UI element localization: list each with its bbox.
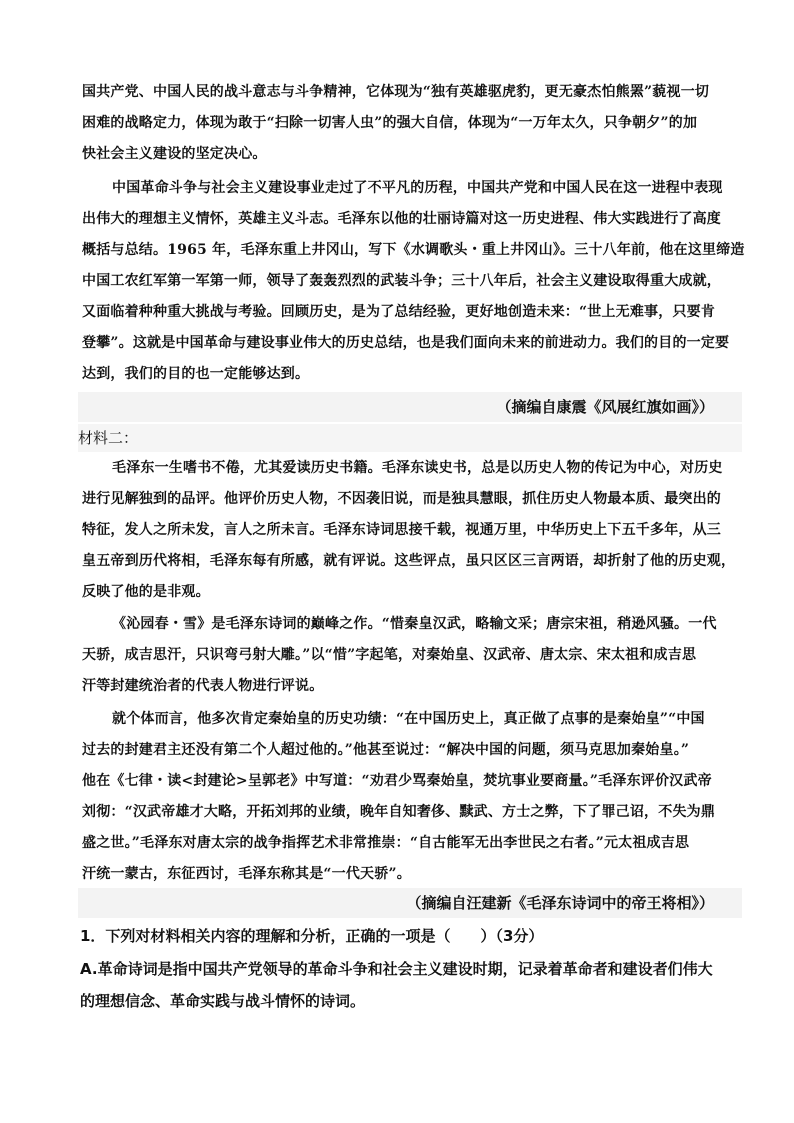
- material2-source: （摘编自汪建新《毛泽东诗词中的帝王将相》）: [406, 894, 714, 912]
- material2-line: 汗统一蒙古，东征西讨，毛泽东称其是“一代天骄”。: [82, 866, 411, 882]
- option-a-line2: 的理想信念、革命实践与战斗情怀的诗词。: [80, 992, 366, 1010]
- material1-line: 达到，我们的目的也一定能够达到。: [82, 366, 310, 382]
- material1-line: 中国革命斗争与社会主义建设事业走过了不平凡的历程，中国共产党和中国人民在这一进程中表现: [112, 180, 723, 196]
- material1-line: 出伟大的理想主义情怀，英雄主义斗志。毛泽东以他的壮丽诗篇对这一历史进程、伟大实践进行了高度: [82, 211, 721, 227]
- material1-line: 概括与总结。1965 年，毛泽东重上井冈山，写下《水调歌头・重上井冈山》。三十八年前，他在这里缔造: [82, 242, 745, 258]
- option-a-line1: A.革命诗词是指中国共产党领导的革命斗争和社会主义建设时期，记录着革命者和建设者们伟大: [80, 960, 713, 978]
- material2-line: 他在《七律・读<封建论>呈郭老》中写道：“劝君少骂秦始皇，焚坑事业要商量。”毛泽东评价汉武帝: [82, 773, 712, 789]
- material1-source: （摘编自康震《风展红旗如画》）: [496, 398, 714, 416]
- material2-line: 盛之世。”毛泽东对唐太宗的战争指挥艺术非常推崇：“自古能军无出李世民之右者。”元太祖成吉思: [82, 835, 690, 851]
- material1-line: 国共产党、中国人民的战斗意志与斗争精神，它体现为“独有英雄驱虎豹，更无豪杰怕熊罴”藐视一切: [82, 84, 710, 100]
- material2-line: 刘彻：“汉武帝雄才大略，开拓刘邦的业绩，晚年自知奢侈、黩武、方士之弊，下了罪己诏，不失为鼎: [82, 804, 716, 820]
- material1-line: 困难的战略定力，体现为敢于“扫除一切害人虫”的强大自信，体现为“一万年太久，只争朝夕”的加: [82, 115, 698, 131]
- label-band: [78, 424, 742, 452]
- material1-line: 登攀”。这就是中国革命与建设事业伟大的历史总结，也是我们面向未来的前进动力。我们的目的一定要: [82, 335, 730, 351]
- material2-line: 反映了他的是非观。: [82, 584, 210, 600]
- material2-line: 皇五帝到历代将相，毛泽东每有所感，就有评说。这些评点，虽只区区三言两语，却折射了他的历史观，: [82, 553, 736, 569]
- material2-line: 天骄，成吉思汗，只识弯弓射大雕。”以“惜”字起笔，对秦始皇、汉武帝、唐太宗、宋太祖和成吉思: [82, 647, 697, 663]
- material1-line: 快社会主义建设的坚定决心。: [82, 146, 267, 162]
- material2-line: 汗等封建统治者的代表人物进行评说。: [82, 678, 324, 694]
- material2-line: 特征，发人之所未发，言人之所未言。毛泽东诗词思接千载，视通万里，中华历史上下五千多年，从三: [82, 522, 721, 538]
- material2-line: 《沁园春・雪》是毛泽东诗词的巅峰之作。“惜秦皇汉武，略输文采；唐宗宋祖，稍逊风骚。一代: [112, 616, 717, 632]
- material2-label: 材料二：: [78, 429, 139, 447]
- material2-line: 过去的封建君主还没有第二个人超过他的。”他甚至说过：“解决中国的问题，须马克思加秦始皇。”: [82, 742, 690, 758]
- material2-line: 毛泽东一生嗜书不倦，尤其爱读历史书籍。毛泽东读史书，总是以历史人物的传记为中心，对历史: [112, 460, 723, 476]
- material1-line: 中国工农红军第一军第一师，领导了轰轰烈烈的武装斗争；三十八年后，社会主义建设取得重大成就，: [82, 273, 721, 289]
- material2-line: 进行见解独到的品评。他评价历史人物，不因袭旧说，而是独具慧眼，抓住历史人物最本质、最突出的: [82, 491, 721, 507]
- question-stem: 1．下列对材料相关内容的理解和分析，正确的一项是（ ）（3分）: [80, 927, 544, 945]
- material2-line: 就个体而言，他多次肯定秦始皇的历史功绩：“在中国历史上，真正做了点事的是秦始皇”“中国: [112, 711, 705, 727]
- material1-line: 又面临着种种重大挑战与考验。回顾历史，是为了总结经验，更好地创造未来：“世上无难事，只要肯: [82, 304, 716, 320]
